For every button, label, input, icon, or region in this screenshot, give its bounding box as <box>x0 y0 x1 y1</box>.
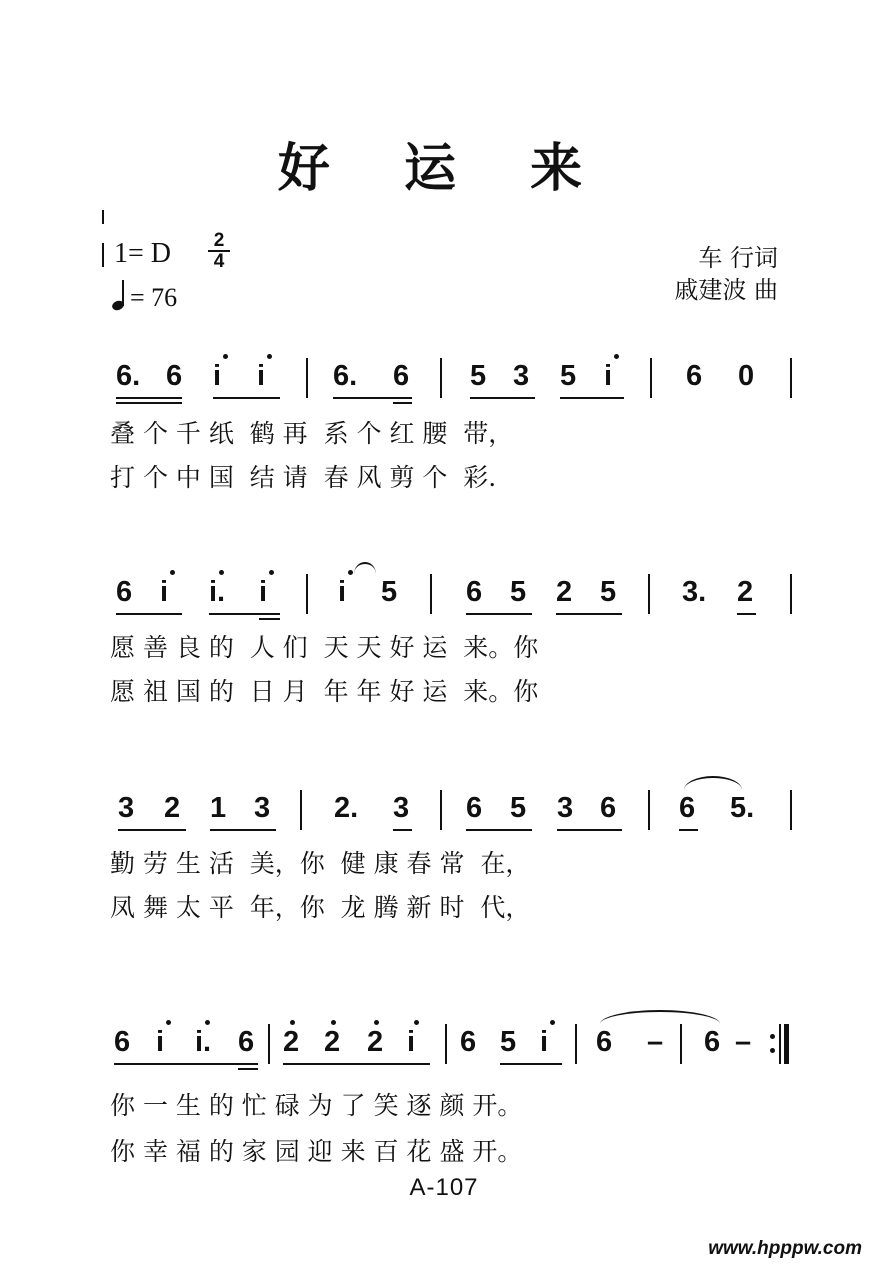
note: 2 <box>556 576 573 608</box>
note: 2 <box>324 1026 341 1058</box>
note: 0 <box>738 360 755 392</box>
note: 6 <box>466 792 483 824</box>
note: i <box>604 360 613 392</box>
note: 6 <box>114 1026 131 1058</box>
underline <box>466 829 532 831</box>
octave-dot <box>550 1020 555 1025</box>
note: 2 <box>737 576 754 608</box>
note: – <box>647 1026 664 1058</box>
note: 5 <box>500 1026 517 1058</box>
note: 5 <box>510 792 527 824</box>
bar-line <box>790 574 792 614</box>
tie <box>354 562 376 574</box>
lyric-line: 打 个 中 国 结 请 春 风 剪 个 彩. <box>110 463 497 492</box>
bar-line <box>680 1024 682 1064</box>
tie <box>600 1010 720 1024</box>
bar-line <box>790 790 792 830</box>
note: 6. <box>116 360 141 392</box>
octave-dot <box>331 1020 336 1025</box>
note: 6 <box>466 576 483 608</box>
octave-dot <box>267 354 272 359</box>
note: 2 <box>283 1026 300 1058</box>
note: 6 <box>116 576 133 608</box>
bar-line <box>430 574 432 614</box>
note: i <box>540 1026 549 1058</box>
underline <box>213 397 280 399</box>
time-denominator: 4 <box>213 251 225 272</box>
note: 3 <box>557 792 574 824</box>
note: 6 <box>679 792 696 824</box>
octave-dot <box>290 1020 295 1025</box>
note: 6 <box>704 1026 721 1058</box>
underline <box>679 829 698 831</box>
note: 1 <box>210 792 227 824</box>
note: 5 <box>470 360 487 392</box>
note: 5 <box>381 576 398 608</box>
note: i <box>338 576 347 608</box>
note: 3 <box>513 360 530 392</box>
bar-line <box>268 1024 270 1064</box>
page-title: 好 运 来 <box>277 139 611 199</box>
octave-dot <box>614 354 619 359</box>
underline <box>118 829 186 831</box>
note: 6 <box>686 360 703 392</box>
octave-dot <box>414 1020 419 1025</box>
bar-line <box>445 1024 447 1064</box>
underline <box>560 397 624 399</box>
underline <box>114 1063 258 1065</box>
note: 2 <box>164 792 181 824</box>
underline <box>500 1063 562 1065</box>
lyricist-credit: 车 行词 <box>698 244 778 272</box>
octave-dot <box>170 570 175 575</box>
repeat-dot <box>770 1048 775 1053</box>
bar-line <box>790 358 792 398</box>
tempo-value: = 76 <box>130 283 178 312</box>
note: i <box>259 576 268 608</box>
note: 3. <box>682 576 707 608</box>
underline <box>393 402 412 404</box>
lyric-line: 勤 劳 生 活 美，你 健 康 春 常 在， <box>110 849 531 878</box>
lyric-line: 你 一 生 的 忙 碌 为 了 笑 逐 颜 开。 <box>110 1091 523 1120</box>
octave-dot <box>269 570 274 575</box>
note: i <box>160 576 169 608</box>
margin-mark <box>102 243 104 267</box>
note: 3 <box>393 792 410 824</box>
margin-mark <box>102 210 104 224</box>
bar-line <box>648 574 650 614</box>
bar-line <box>648 790 650 830</box>
octave-dot <box>348 570 353 575</box>
note: 6 <box>460 1026 477 1058</box>
octave-dot <box>166 1020 171 1025</box>
note: 6 <box>393 360 410 392</box>
underline <box>466 613 532 615</box>
note: i <box>156 1026 165 1058</box>
key-signature: 1= D <box>114 238 172 269</box>
note: 3 <box>118 792 135 824</box>
repeat-dot <box>770 1034 775 1039</box>
tie <box>684 776 742 790</box>
final-bar-thick <box>784 1024 789 1064</box>
note: i. <box>195 1026 212 1058</box>
octave-dot <box>374 1020 379 1025</box>
lyric-line: 叠 个 千 纸 鹤 再 系 个 红 腰 带， <box>110 419 514 448</box>
note: 6 <box>238 1026 255 1058</box>
underline <box>283 1063 430 1065</box>
underline <box>116 402 182 404</box>
note: 6. <box>333 360 358 392</box>
note: 6 <box>166 360 183 392</box>
note: 6 <box>596 1026 613 1058</box>
underline <box>557 829 622 831</box>
underline <box>333 397 412 399</box>
time-numerator: 2 <box>213 230 225 251</box>
octave-dot <box>223 354 228 359</box>
underline <box>210 829 276 831</box>
composer-credit: 戚建波 曲 <box>674 276 778 304</box>
lyric-line: 你 幸 福 的 家 园 迎 来 百 花 盛 开。 <box>110 1137 523 1166</box>
underline <box>393 829 412 831</box>
bar-line <box>440 790 442 830</box>
lyric-line: 愿 祖 国 的 日 月 年 年 好 运 来。你 <box>110 677 539 706</box>
underline <box>737 613 756 615</box>
octave-dot <box>219 570 224 575</box>
bar-line <box>306 574 308 614</box>
lyric-line: 愿 善 良 的 人 们 天 天 好 运 来。你 <box>110 633 539 662</box>
bar-line <box>650 358 652 398</box>
note: 5 <box>560 360 577 392</box>
watermark: www.hpppw.com <box>708 1238 862 1259</box>
note: 5. <box>730 792 755 824</box>
note: i. <box>209 576 226 608</box>
note: i <box>407 1026 416 1058</box>
bar-line <box>306 358 308 398</box>
underline <box>470 397 535 399</box>
note: 5 <box>510 576 527 608</box>
note: 2. <box>334 792 359 824</box>
lyric-line: 凤 舞 太 平 年，你 龙 腾 新 时 代， <box>110 893 531 922</box>
note: 5 <box>600 576 617 608</box>
bar-line <box>300 790 302 830</box>
underline <box>238 1068 258 1070</box>
bar-line <box>440 358 442 398</box>
note: 6 <box>600 792 617 824</box>
bar-line <box>575 1024 577 1064</box>
underline <box>116 397 182 399</box>
octave-dot <box>205 1020 210 1025</box>
underline <box>116 613 182 615</box>
note: 3 <box>254 792 271 824</box>
note: i <box>257 360 266 392</box>
tempo-marking <box>112 280 177 313</box>
time-signature <box>208 232 230 270</box>
final-bar-thin <box>779 1024 781 1064</box>
underline <box>209 613 280 615</box>
quarter-note-icon <box>112 280 130 310</box>
underline <box>259 618 280 620</box>
note: – <box>735 1026 752 1058</box>
page-number: A-107 <box>409 1174 479 1201</box>
underline <box>556 613 622 615</box>
note: 2 <box>367 1026 384 1058</box>
note: i <box>213 360 222 392</box>
